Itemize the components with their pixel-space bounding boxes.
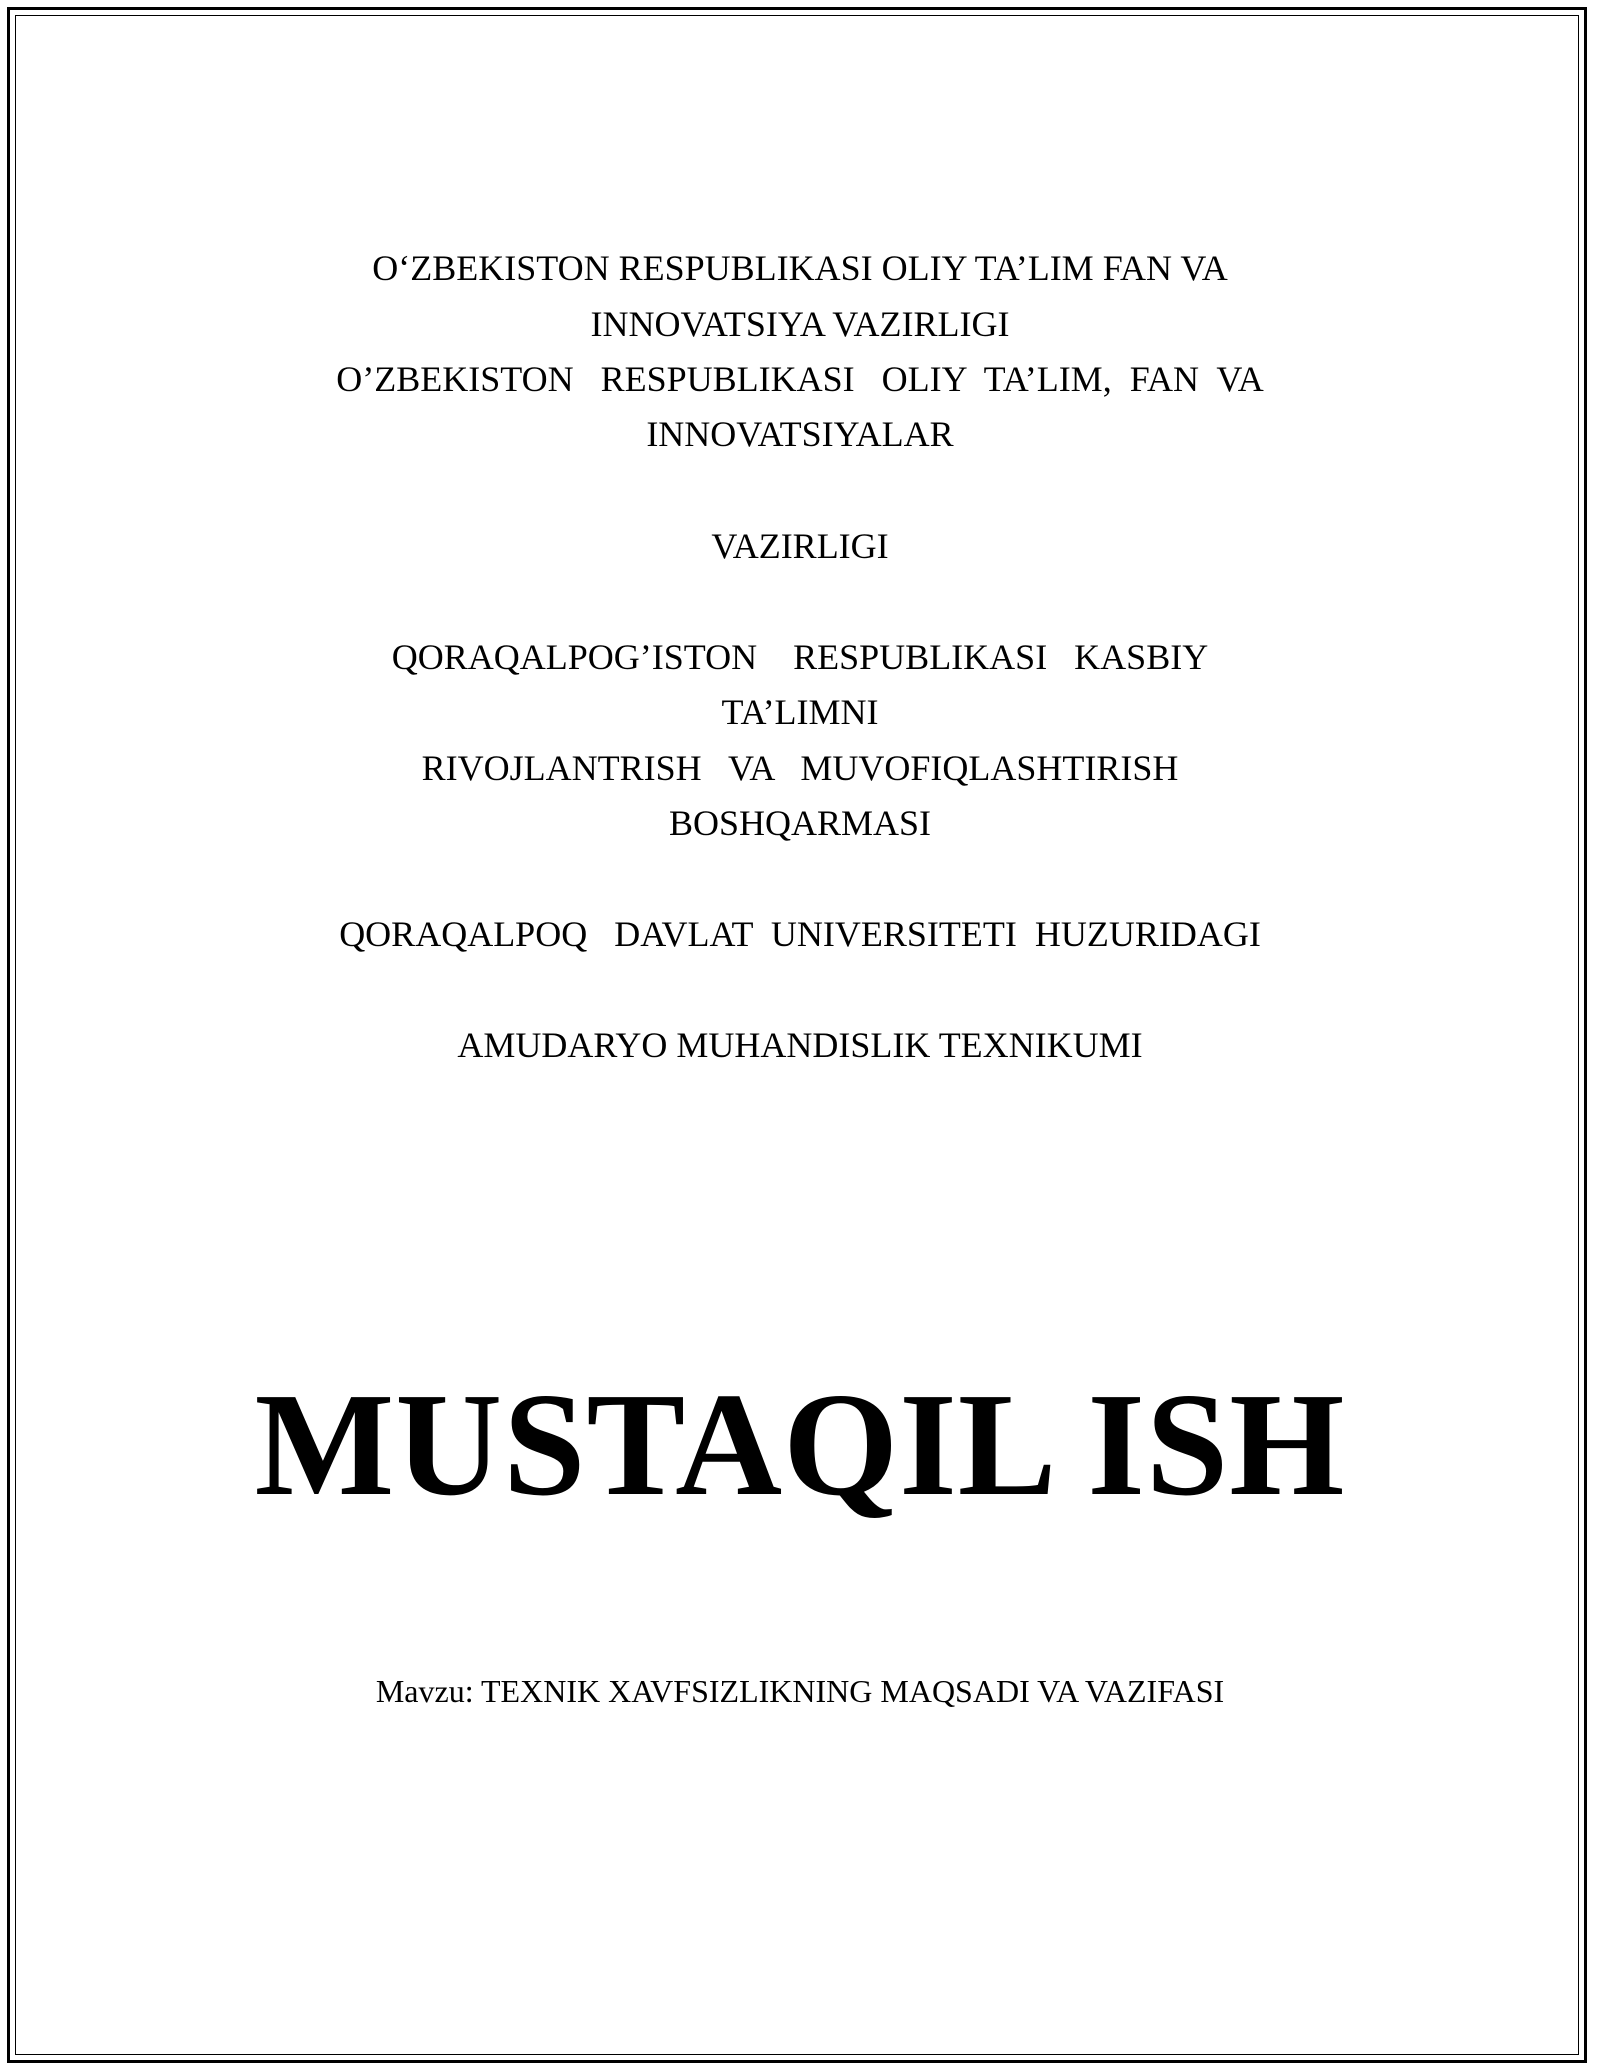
university-line: QORAQALPOQ DAVLAT UNIVERSITETI HUZURIDAGI xyxy=(339,914,1261,954)
ministry-alt-line-1: O’ZBEKISTON RESPUBLIKASI OLIY TA’LIM, FAN VA xyxy=(336,359,1264,399)
college-line: AMUDARYO MUHANDISLIK TEXNIKUMI xyxy=(457,1025,1143,1065)
department-line-4: BOSHQARMASI xyxy=(668,803,932,843)
ministry-alt-line-2: INNOVATSIYALAR xyxy=(646,414,954,454)
department-line-3: RIVOJLANTRISH VA MUVOFIQLASHTIRISH xyxy=(421,748,1179,788)
topic-line: Mavzu: TEXNIK XAVFSIZLIKNING MAQSADI VA VAZIFASI xyxy=(375,1673,1225,1709)
ministry-line-2: INNOVATSIYA VAZIRLIGI xyxy=(590,304,1010,344)
ministry-alt-line-3: VAZIRLIGI xyxy=(711,526,889,566)
department-line-2: TA’LIMNI xyxy=(721,692,879,732)
document-title: MUSTAQIL ISH xyxy=(254,1363,1346,1527)
ministry-line-1: O‘ZBEKISTON RESPUBLIKASI OLIY TA’LIM FAN VA xyxy=(372,248,1228,288)
department-line-1: QORAQALPOG’ISTON RESPUBLIKASI KASBIY xyxy=(391,637,1209,677)
